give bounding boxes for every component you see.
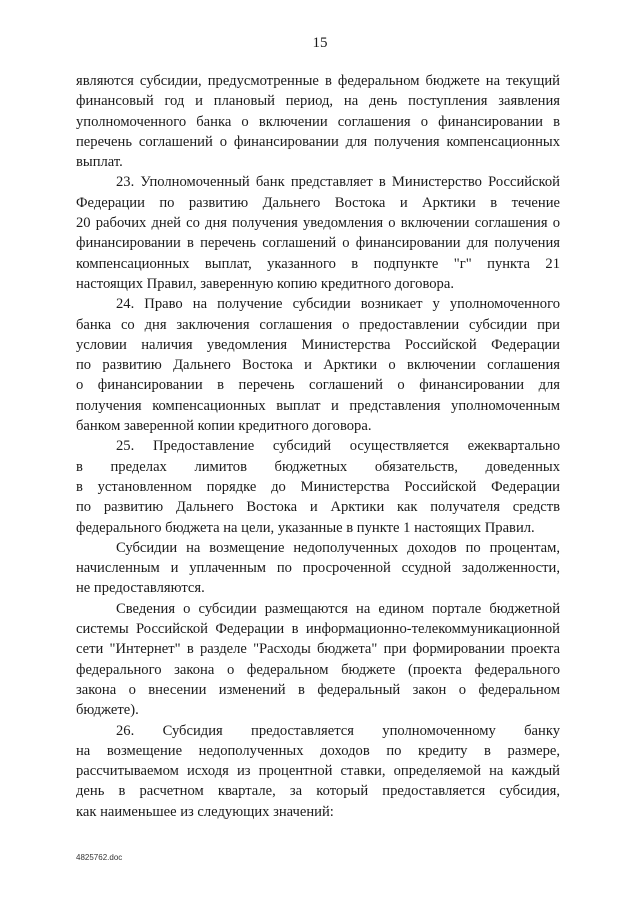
text-line: не предоставляются. <box>76 580 205 597</box>
text-line: перечень соглашений о финансировании для получения компенсационных <box>76 133 560 150</box>
text-line: системы Российской Федерации в информационно-телекоммуникационной <box>76 621 560 638</box>
text-line: 25. Предоставление субсидий осуществляется ежеквартально <box>116 438 560 455</box>
paragraph <box>76 538 560 599</box>
text-line: рассчитываемом исходя из процентной ставки, определяемой на каждый <box>76 763 560 780</box>
text-line: являются субсидии, предусмотренные в федеральном бюджете на текущий <box>76 73 560 89</box>
text-line: на возмещение недополученных доходов по кредиту в размере, <box>76 742 560 759</box>
text-line: Сведения о субсидии размещаются на едином портале бюджетной <box>116 600 560 617</box>
text-line: в установленном порядке до Министерства Российской Федерации <box>76 478 560 495</box>
text-line: по развитию Дальнего Востока и Арктики о включении соглашения <box>76 357 560 374</box>
text-line: 20 рабочих дней со дня получения уведомления о включении соглашения о <box>76 215 560 232</box>
text-line: сети "Интернет" в разделе "Расходы бюджета" при формировании проекта <box>76 641 560 658</box>
document-footer: 4825762.doc <box>76 853 123 862</box>
text-line: финансовый год и плановый период, на день поступления заявления <box>76 93 560 110</box>
text-line: по развитию Дальнего Востока и Арктики как получателя средств <box>76 499 560 516</box>
text-line: 26. Субсидия предоставляется уполномоченному банку <box>116 722 560 739</box>
text-line: федерального закона о федеральном бюджете (проекта федерального <box>76 661 560 678</box>
text-line: начисленным и уплаченным по просроченной ссудной задолженности, <box>76 560 560 577</box>
text-line: бюджете). <box>76 702 139 719</box>
text-line: федерального бюджета на цели, указанные в пункте 1 настоящих Правил. <box>76 519 535 536</box>
text-line: выплат. <box>76 154 123 171</box>
text-line: банка со дня заключения соглашения о предоставлении субсидии при <box>76 316 560 333</box>
text-line: Субсидии на возмещение недополученных доходов по процентам, <box>116 539 560 556</box>
text-line: уполномоченного банка о включении соглашения о финансировании в <box>76 113 560 130</box>
text-line: 23. Уполномоченный банк представляет в Министерство Российской <box>116 174 560 191</box>
text-line: закона о внесении изменений в федеральный закон о федеральном <box>76 681 560 698</box>
paragraph-item-24 <box>76 294 560 436</box>
text-line: Федерации по развитию Дальнего Востока и Арктики в течение <box>76 194 560 211</box>
paragraph-item-25 <box>76 436 560 537</box>
text-line: финансировании в перечень соглашений о финансировании для получения <box>76 235 560 252</box>
text-line: получения компенсационных выплат и представления уполномоченным <box>76 397 560 414</box>
paragraph-item-23 <box>76 172 560 294</box>
paragraph <box>76 71 560 172</box>
text-line: банком заверенной копии кредитного договора. <box>76 418 372 435</box>
text-line: о финансировании в перечень соглашений о финансировании для <box>76 377 560 394</box>
paragraph-item-26 <box>76 721 560 822</box>
text-line: как наименьшее из следующих значений: <box>76 803 334 820</box>
text-line: настоящих Правил, заверенную копию кредитного договора. <box>76 275 454 292</box>
text-line: условии наличия уведомления Министерства Российской Федерации <box>76 336 560 353</box>
text-line: день в расчетном квартале, за который предоставляется субсидия, <box>76 783 560 800</box>
text-line: в пределах лимитов бюджетных обязательств, доведенных <box>76 458 560 475</box>
paragraph <box>76 599 560 721</box>
page-number: 15 <box>312 35 328 51</box>
document-body <box>76 71 560 822</box>
text-line: компенсационных выплат, указанного в подпункте "г" пункта 21 <box>76 255 560 272</box>
text-line: 24. Право на получение субсидии возникает у уполномоченного <box>116 296 560 313</box>
